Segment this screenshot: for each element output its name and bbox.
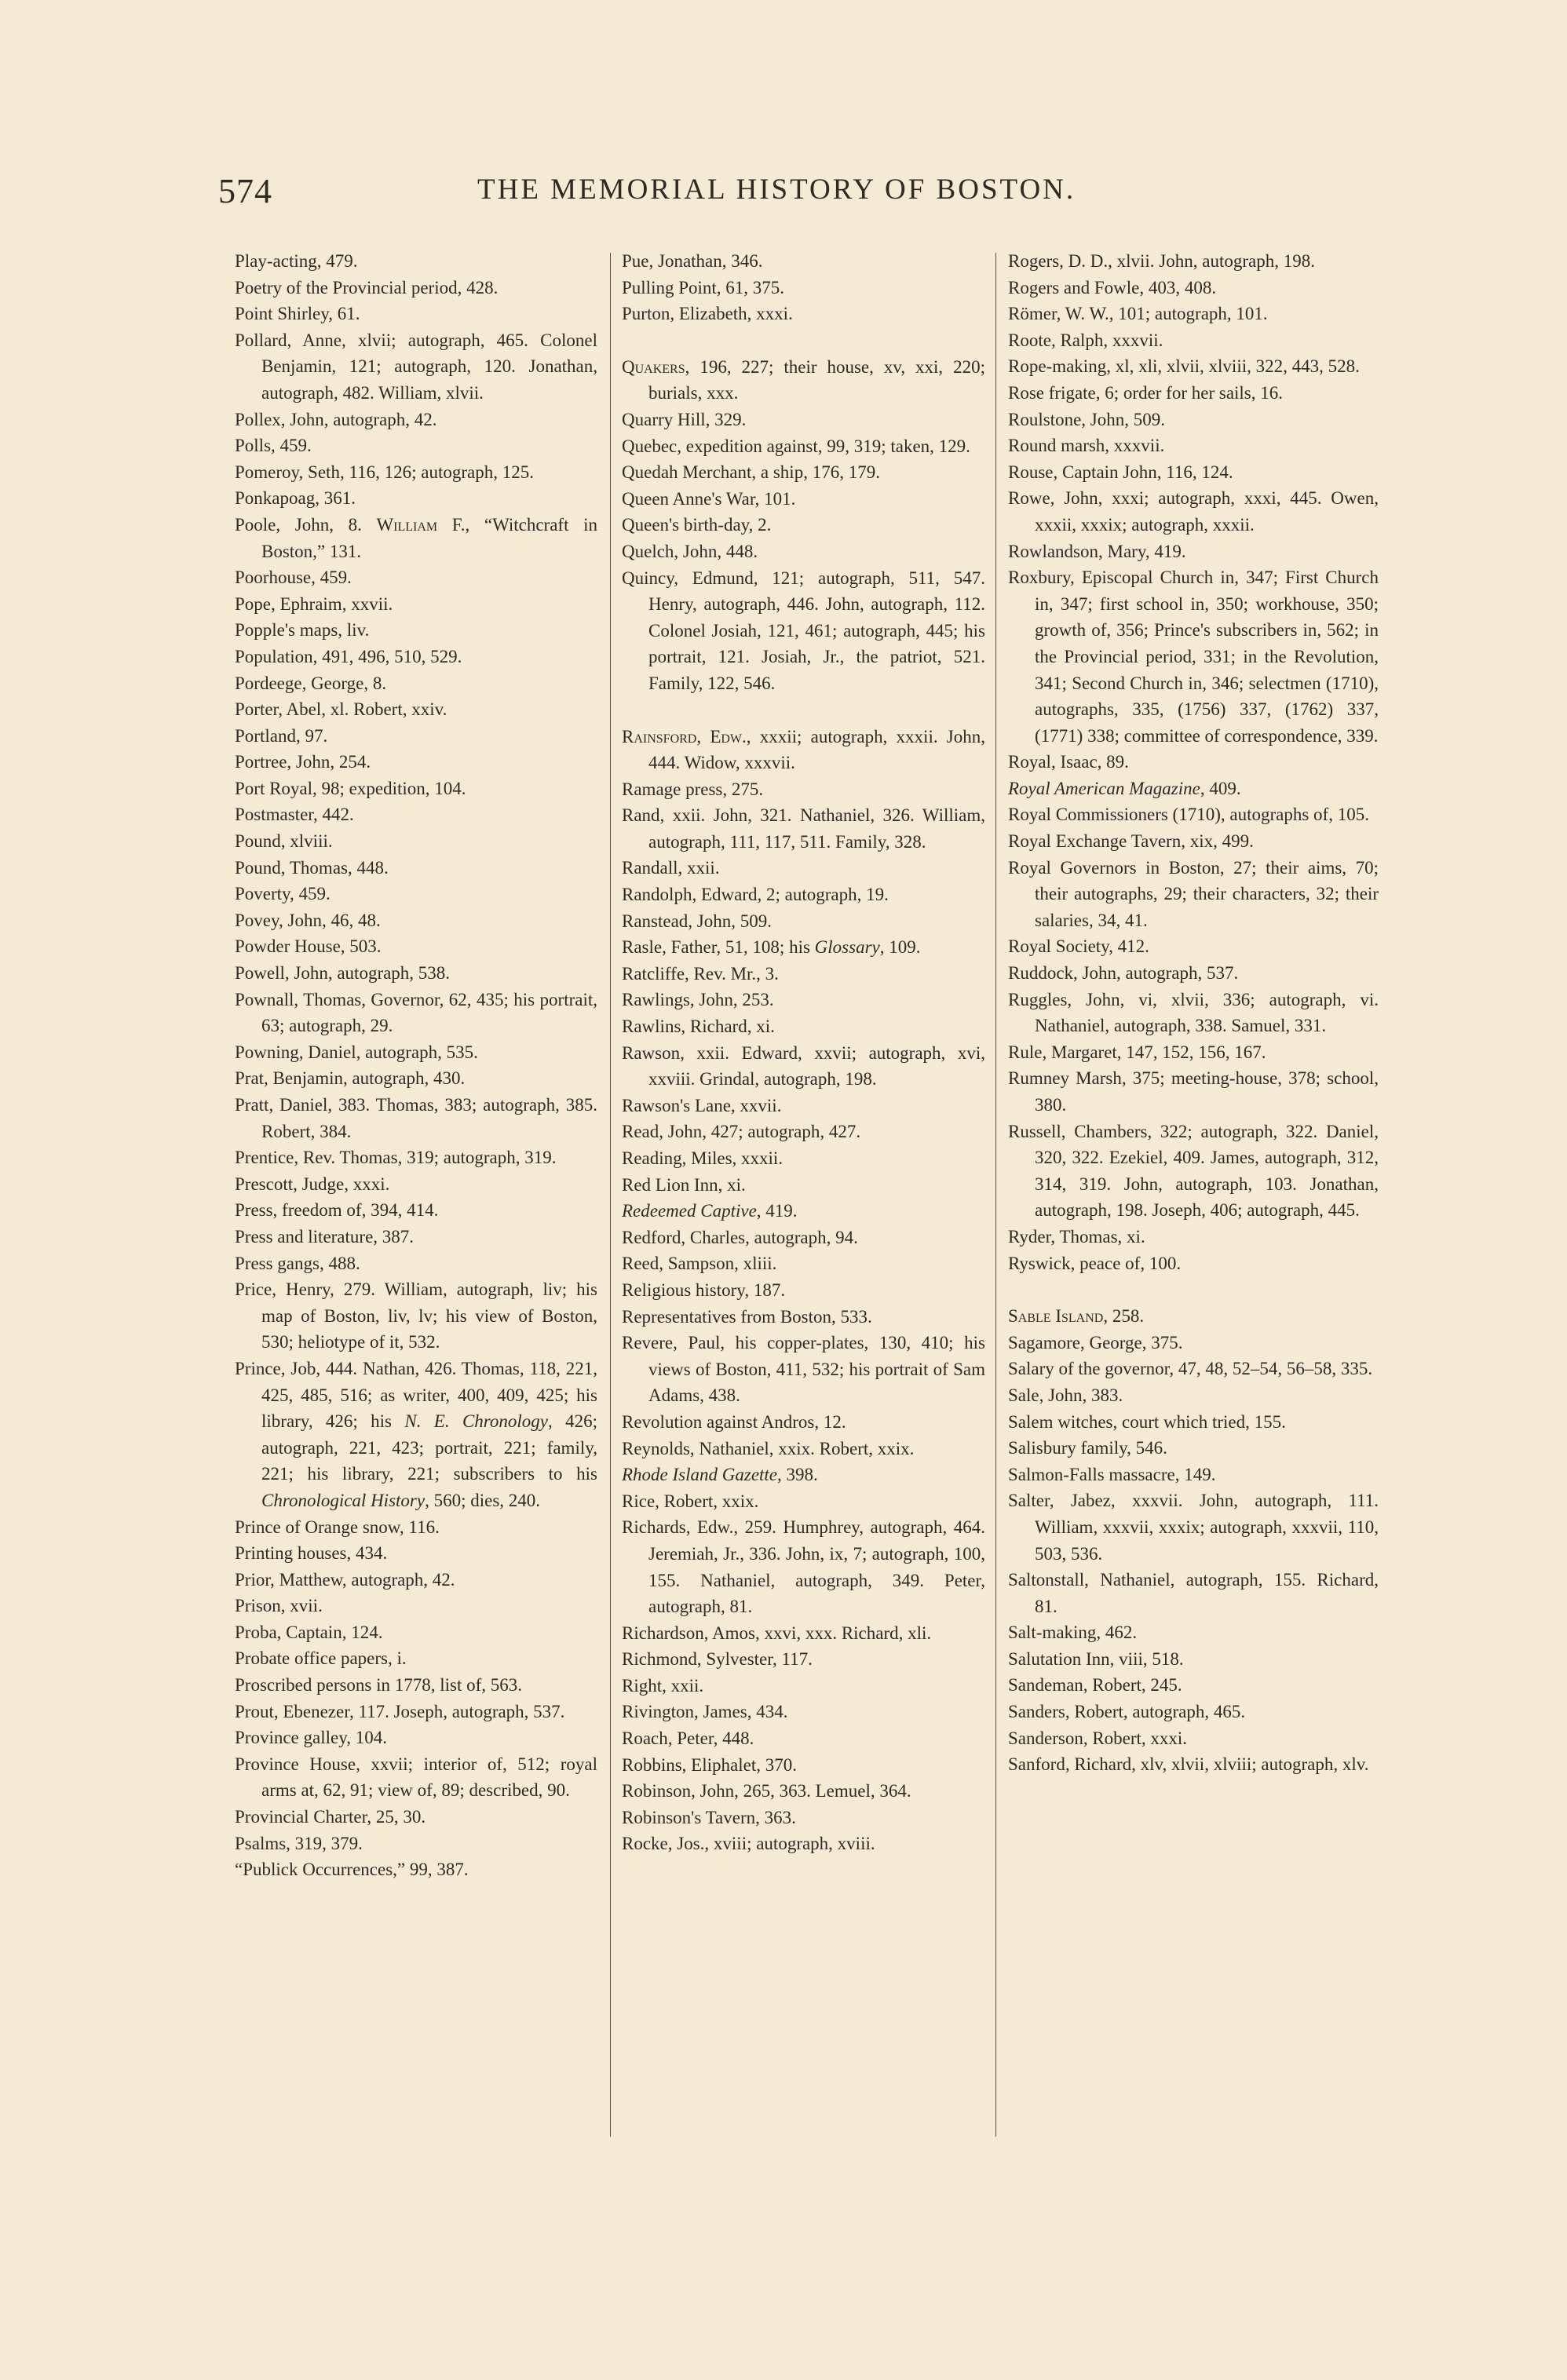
index-entry: Proba, Captain, 124. bbox=[235, 1622, 383, 1642]
index-entry: Quincy, Edmund, 121; autograph, 511, 547. Henry, autograph, 446. John, autograph, 112. Colonel Josiah, 121, 461; autograph, 445; his portrait, 121. Josiah, Jr., the patriot, 521. Family, 122, 546. bbox=[622, 568, 985, 693]
index-entry: Povey, John, 46, 48. bbox=[235, 910, 381, 930]
index-entry: Press, freedom of, 394, 414. bbox=[235, 1200, 439, 1221]
index-entry: Press gangs, 488. bbox=[235, 1253, 360, 1273]
index-entry: Portland, 97. bbox=[235, 725, 328, 746]
index-entry: Port Royal, 98; expedition, 104. bbox=[235, 778, 466, 798]
index-entry: Ryswick, peace of, 100. bbox=[1008, 1253, 1182, 1273]
index-entry: Salt-making, 462. bbox=[1008, 1623, 1138, 1643]
index-entry: Rocke, Jos., xviii; autograph, xviii. bbox=[622, 1834, 875, 1854]
small-caps-heading: Quakers bbox=[622, 356, 685, 377]
index-entry: Press and literature, 387. bbox=[235, 1226, 415, 1247]
index-entry: Pownall, Thomas, Governor, 62, 435; his portrait, 63; autograph, 29. bbox=[235, 989, 597, 1036]
index-entry: Prescott, Judge, xxxi. bbox=[235, 1174, 390, 1194]
italic-title: N. E. Chronology bbox=[404, 1411, 548, 1432]
index-entry: Poetry of the Provincial period, 428. bbox=[235, 277, 499, 298]
index-entry: Prentice, Rev. Thomas, 319; autograph, 319. bbox=[235, 1148, 557, 1168]
index-entry: Rule, Margaret, 147, 152, 156, 167. bbox=[1008, 1042, 1266, 1062]
column-divider bbox=[995, 253, 996, 2137]
column-divider bbox=[610, 253, 611, 2137]
index-entry: Royal Governors in Boston, 27; their aims, 70; their autographs, 29; their characters, 32; their salaries, 34, 41. bbox=[1008, 857, 1379, 930]
index-entry: Roote, Ralph, xxxvii. bbox=[1008, 330, 1163, 350]
running-title: THE MEMORIAL HISTORY OF BOSTON. bbox=[477, 173, 1076, 206]
index-entry: Pue, Jonathan, 346. bbox=[622, 251, 763, 271]
index-entry: Ranstead, John, 509. bbox=[622, 911, 773, 931]
entry-text: , 560; dies, 240. bbox=[425, 1490, 541, 1510]
index-column-1 bbox=[235, 248, 597, 1883]
index-entry: Porter, Abel, xl. Robert, xxiv. bbox=[235, 699, 447, 720]
index-entry: Population, 491, 496, 510, 529. bbox=[235, 646, 462, 666]
index-entry: Polls, 459. bbox=[235, 436, 312, 456]
index-entry: Popple's maps, liv. bbox=[235, 620, 370, 641]
index-entry: Rawlings, John, 253. bbox=[622, 990, 774, 1010]
index-entry: Probate office papers, i. bbox=[235, 1648, 407, 1669]
index-entry bbox=[622, 1462, 985, 1488]
entry-text: , 398. bbox=[777, 1465, 818, 1485]
index-entry: Red Lion Inn, xi. bbox=[622, 1174, 746, 1195]
index-entry: Play-acting, 479. bbox=[235, 251, 358, 271]
index-entry: Salisbury family, 546. bbox=[1008, 1438, 1167, 1458]
index-entry: Pound, Thomas, 448. bbox=[235, 857, 389, 878]
italic-title: Chronological History bbox=[261, 1490, 426, 1510]
entry-text: , 419. bbox=[756, 1201, 798, 1221]
index-entry: Sanderson, Robert, xxxi. bbox=[1008, 1728, 1188, 1748]
index-entry: Quedah Merchant, a ship, 176, 179. bbox=[622, 462, 880, 483]
index-entry: Pound, xlviii. bbox=[235, 831, 333, 852]
index-entry: Roulstone, John, 509. bbox=[1008, 409, 1165, 429]
index-entry: Powning, Daniel, autograph, 535. bbox=[235, 1042, 478, 1062]
italic-title: Royal American Magazine bbox=[1008, 778, 1200, 798]
index-entry: Reynolds, Nathaniel, xxix. Robert, xxix. bbox=[622, 1438, 915, 1458]
index-entry: Robbins, Eliphalet, 370. bbox=[622, 1754, 797, 1775]
small-caps-heading: William F. bbox=[376, 514, 466, 535]
index-entry: Prince of Orange snow, 116. bbox=[235, 1517, 440, 1537]
entry-text: , 258. bbox=[1103, 1306, 1145, 1327]
index-entry: Rowe, John, xxxi; autograph, xxxi, 445. Owen, xxxii, xxxix; autograph, xxxii. bbox=[1008, 488, 1379, 535]
index-entry bbox=[1008, 1303, 1379, 1330]
index-entry bbox=[1008, 776, 1379, 802]
index-entry: Ramage press, 275. bbox=[622, 779, 764, 799]
entry-text: , 409. bbox=[1200, 778, 1241, 798]
index-entry: Ratcliffe, Rev. Mr., 3. bbox=[622, 963, 779, 984]
index-entry: Powell, John, autograph, 538. bbox=[235, 963, 451, 984]
entry-text: , 426; autograph, 221, 423; portrait, 221; family, 221; his library, 221; subscribers to his bbox=[261, 1411, 597, 1484]
index-entry bbox=[622, 934, 985, 961]
index-entry: Rice, Robert, xxix. bbox=[622, 1491, 759, 1511]
index-entry: Salter, Jabez, xxxvii. John, autograph, 111. William, xxxvii, xxxix; autograph, xxxvii, 110, 503, 536. bbox=[1008, 1491, 1379, 1564]
index-entry: Pomeroy, Seth, 116, 126; autograph, 125. bbox=[235, 462, 534, 482]
index-entry: Postmaster, 442. bbox=[235, 805, 354, 825]
index-entry: Roxbury, Episcopal Church in, 347; First Church in, 347; first school in, 350; workhouse, 350; growth of, 356; Prince's subscribers in, 562; in the Provincial period, 331; in the Revolution, 341; Second Church in, 346; selectmen (1710), autographs, 335, (1756) 337, (1762) 337, (1771) 338; committee of correspondence, 339. bbox=[1008, 568, 1379, 746]
index-entry: Rose frigate, 6; order for her sails, 16. bbox=[1008, 382, 1284, 403]
index-entry: Richmond, Sylvester, 117. bbox=[622, 1649, 813, 1670]
index-entry: Ponkapoag, 361. bbox=[235, 488, 356, 509]
index-entry: Prout, Ebenezer, 117. Joseph, autograph, 537. bbox=[235, 1701, 565, 1721]
index-entry: Revolution against Andros, 12. bbox=[622, 1411, 846, 1432]
index-entry: Provincial Charter, 25, 30. bbox=[235, 1807, 426, 1827]
index-entry bbox=[235, 512, 597, 564]
index-entry: Province House, xxvii; interior of, 512; royal arms at, 62, 91; view of, 89; described, 90. bbox=[235, 1754, 597, 1801]
index-entry bbox=[622, 1198, 985, 1225]
index-entry: Salem witches, court which tried, 155. bbox=[1008, 1411, 1286, 1432]
entry-text: , 196, 227; their house, xv, xxi, 220; burials, xxx. bbox=[648, 356, 985, 403]
index-entry: Printing houses, 434. bbox=[235, 1543, 388, 1564]
index-entry: Redford, Charles, autograph, 94. bbox=[622, 1227, 858, 1247]
index-entry: Richards, Edw., 259. Humphrey, autograph, 464. Jeremiah, Jr., 336. John, ix, 7; autograph, 100, 155. Nathaniel, autograph, 349. Peter, autograph, 81. bbox=[622, 1517, 985, 1617]
index-entry: Poorhouse, 459. bbox=[235, 568, 352, 588]
index-entry: Sagamore, George, 375. bbox=[1008, 1332, 1183, 1352]
index-entry: Prior, Matthew, autograph, 42. bbox=[235, 1569, 455, 1590]
index-entry: Ryder, Thomas, xi. bbox=[1008, 1226, 1145, 1247]
italic-title: Rhode Island Gazette bbox=[622, 1465, 778, 1485]
index-entry: Religious history, 187. bbox=[622, 1279, 786, 1300]
index-entry: Robinson's Tavern, 363. bbox=[622, 1807, 796, 1827]
index-entry: Pordeege, George, 8. bbox=[235, 673, 387, 693]
index-entry: Queen's birth-day, 2. bbox=[622, 515, 772, 535]
index-entry: Read, John, 427; autograph, 427. bbox=[622, 1122, 861, 1142]
index-entry: Proscribed persons in 1778, list of, 563. bbox=[235, 1675, 523, 1696]
page-header bbox=[0, 171, 1567, 218]
index-entry: Right, xxii. bbox=[622, 1675, 704, 1696]
entry-text: , bbox=[696, 726, 710, 746]
italic-title: Glossary bbox=[814, 937, 880, 958]
index-entry: Quebec, expedition against, 99, 319; taken, 129. bbox=[622, 436, 970, 456]
index-entry: Prison, xvii. bbox=[235, 1596, 323, 1616]
index-entry: Rumney Marsh, 375; meeting-house, 378; school, 380. bbox=[1008, 1068, 1379, 1115]
index-entry: Royal Society, 412. bbox=[1008, 936, 1149, 957]
index-entry: Quarry Hill, 329. bbox=[622, 409, 747, 429]
index-entry: Sanford, Richard, xlv, xlvii, xlviii; autograph, xlv. bbox=[1008, 1754, 1369, 1775]
index-entry: Rawson, xxii. Edward, xxvii; autograph, xvi, xxviii. Grindal, autograph, 198. bbox=[622, 1042, 985, 1090]
index-entry: Poverty, 459. bbox=[235, 884, 331, 904]
index-entry: Rouse, Captain John, 116, 124. bbox=[1008, 462, 1233, 482]
index-entry: Rogers, D. D., xlvii. John, autograph, 198. bbox=[1008, 251, 1315, 271]
index-entry: Pollex, John, autograph, 42. bbox=[235, 409, 437, 429]
index-entry: Sanders, Robert, autograph, 465. bbox=[1008, 1702, 1246, 1722]
index-entry: Royal Exchange Tavern, xix, 499. bbox=[1008, 831, 1254, 852]
index-entry: Römer, W. W., 101; autograph, 101. bbox=[1008, 304, 1268, 324]
index-entry: Rawson's Lane, xxvii. bbox=[622, 1095, 782, 1115]
index-entry: Salmon-Falls massacre, 149. bbox=[1008, 1464, 1216, 1484]
index-entry: Pratt, Daniel, 383. Thomas, 383; autograph, 385. Robert, 384. bbox=[235, 1095, 597, 1141]
index-entry: Russell, Chambers, 322; autograph, 322. Daniel, 320, 322. Ezekiel, 409. James, autograph, 312, 314, 319. John, autograph, 103. Jonathan, autograph, 198. Joseph, 406; autograph, 445. bbox=[1008, 1121, 1379, 1221]
index-entry: Randall, xxii. bbox=[622, 858, 720, 878]
index-entry: Rope-making, xl, xli, xlvii, xlviii, 322, 443, 528. bbox=[1008, 356, 1360, 377]
small-caps-heading: Edw. bbox=[710, 726, 747, 746]
index-entry: Royal Commissioners (1710), autographs of, 105. bbox=[1008, 805, 1369, 825]
entry-text: , xxxii; autograph, xxxii. John, 444. Widow, xxxvii. bbox=[648, 726, 986, 773]
index-entry: Royal, Isaac, 89. bbox=[1008, 752, 1129, 772]
entry-text: Prince, Job, 444. Nathan, 426. Thomas, 118, 221, 425, 485, 516; as writer, 400, 409, 425; his library, 426; his bbox=[235, 1358, 597, 1432]
index-entry: Salutation Inn, viii, 518. bbox=[1008, 1648, 1184, 1669]
index-entry: Price, Henry, 279. William, autograph, liv; his map of Boston, liv, lv; his view of Boston, 530; heliotype of it, 532. bbox=[235, 1279, 597, 1352]
index-entry: Robinson, John, 265, 363. Lemuel, 364. bbox=[622, 1781, 911, 1801]
index-entry: Sale, John, 383. bbox=[1008, 1385, 1123, 1405]
index-entry: Round marsh, xxxvii. bbox=[1008, 436, 1165, 456]
entry-text: Rasle, Father, 51, 108; his bbox=[622, 937, 815, 958]
index-entry: “Publick Occurrences,” 99, 387. bbox=[235, 1860, 469, 1880]
index-entry: Representatives from Boston, 533. bbox=[622, 1306, 872, 1327]
index-column-3 bbox=[1008, 248, 1379, 1778]
index-entry: Reed, Sampson, xliii. bbox=[622, 1254, 777, 1274]
index-entry: Pollard, Anne, xlvii; autograph, 465. Colonel Benjamin, 121; autograph, 120. Jonathan, autograph, 482. William, xlvii. bbox=[235, 330, 597, 403]
index-entry bbox=[235, 1356, 597, 1514]
entry-text: , “Witchcraft in Boston,” 131. bbox=[261, 514, 597, 561]
entry-text: Poole, John, 8. bbox=[235, 514, 377, 535]
index-entry: Salary of the governor, 47, 48, 52–54, 56–58, 335. bbox=[1008, 1359, 1373, 1379]
index-entry: Point Shirley, 61. bbox=[235, 304, 360, 324]
index-entry: Powder House, 503. bbox=[235, 936, 382, 957]
index-entry: Quelch, John, 448. bbox=[622, 541, 758, 561]
index-entry: Portree, John, 254. bbox=[235, 752, 371, 772]
index-entry: Rivington, James, 434. bbox=[622, 1702, 788, 1722]
index-entry: Saltonstall, Nathaniel, autograph, 155. Richard, 81. bbox=[1008, 1570, 1379, 1616]
index-entry: Psalms, 319, 379. bbox=[235, 1833, 363, 1853]
index-entry: Pope, Ephraim, xxvii. bbox=[235, 593, 393, 614]
index-column-2 bbox=[622, 248, 985, 1857]
page-number: 574 bbox=[218, 172, 272, 210]
index-entry: Roach, Peter, 448. bbox=[622, 1728, 754, 1749]
index-entry bbox=[622, 354, 985, 407]
index-entry: Prat, Benjamin, autograph, 430. bbox=[235, 1068, 466, 1089]
index-entry: Rand, xxii. John, 321. Nathaniel, 326. William, autograph, 111, 117, 511. Family, 328. bbox=[622, 805, 985, 852]
index-entry: Rowlandson, Mary, 419. bbox=[1008, 541, 1186, 561]
index-entry: Purton, Elizabeth, xxxi. bbox=[622, 304, 793, 324]
index-entry: Rogers and Fowle, 403, 408. bbox=[1008, 277, 1217, 298]
index-entry: Ruddock, John, autograph, 537. bbox=[1008, 963, 1239, 984]
italic-title: Redeemed Captive bbox=[622, 1201, 757, 1221]
small-caps-heading: Rainsford bbox=[622, 726, 697, 746]
index-entry: Province galley, 104. bbox=[235, 1728, 387, 1748]
index-entry: Sandeman, Robert, 245. bbox=[1008, 1675, 1182, 1696]
index-entry: Richardson, Amos, xxvi, xxx. Richard, xli. bbox=[622, 1623, 932, 1643]
index-entry bbox=[622, 724, 985, 776]
entry-text: , 109. bbox=[879, 937, 921, 958]
index-entry: Pulling Point, 61, 375. bbox=[622, 277, 785, 298]
index-entry: Randolph, Edward, 2; autograph, 19. bbox=[622, 885, 889, 905]
index-entry: Revere, Paul, his copper-plates, 130, 410; his views of Boston, 411, 532; his portrait of Sam Adams, 438. bbox=[622, 1333, 985, 1406]
small-caps-heading: Sable Island bbox=[1008, 1306, 1104, 1327]
index-entry: Ruggles, John, vi, xlvii, 336; autograph, vi. Nathaniel, autograph, 338. Samuel, 331. bbox=[1008, 989, 1379, 1036]
index-entry: Queen Anne's War, 101. bbox=[622, 488, 796, 509]
index-entry: Rawlins, Richard, xi. bbox=[622, 1017, 775, 1037]
index-entry: Reading, Miles, xxxii. bbox=[622, 1148, 784, 1168]
